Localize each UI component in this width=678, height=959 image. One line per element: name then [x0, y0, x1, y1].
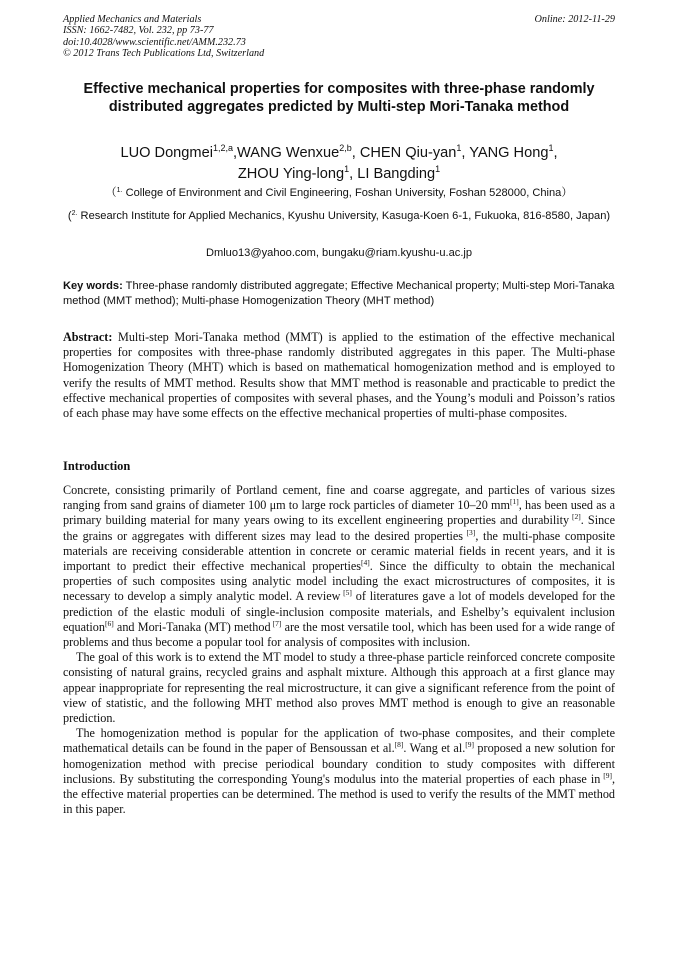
journal-name: Applied Mechanics and Materials [63, 14, 202, 25]
author-sup: 1 [344, 163, 350, 174]
affiliation-2 [63, 209, 615, 224]
citation-ref: [6] [104, 618, 114, 628]
paragraph-text: are the most versatile tool, which has been used for a wide range of problems and thus become a popular tool for analysis of composites with inclusion. [63, 619, 615, 650]
citation-ref: [9] [465, 740, 475, 750]
author-list [63, 143, 615, 184]
online-date: Online: 2012-11-29 [534, 14, 615, 25]
aff-close-paren: ） [561, 187, 573, 199]
aff-open-paren: ( [67, 210, 72, 222]
citation-ref: [3] [463, 527, 476, 537]
keywords-label: Key words: [63, 280, 123, 292]
author-sup: 2,b [339, 143, 352, 153]
author-name: , CHEN Qiu-yan [351, 145, 457, 161]
intro-paragraph-1 [63, 483, 615, 650]
aff-text: Research Institute for Applied Mechanics, Kyushu University, Kasuga-Koen 6-1, Fukuoka, 816-8580, Japan) [77, 210, 611, 222]
introduction-body [63, 483, 615, 817]
paragraph-text: . Since the grains or aggregates with different sizes may lead to the desired properties [63, 513, 616, 543]
author-sup: 1,2,a [212, 143, 233, 153]
doi-line: doi:10.4028/www.scientific.net/AMM.232.73 [63, 36, 246, 48]
author-separator: , [553, 145, 558, 161]
copyright-line: © 2012 Trans Tech Publications Ltd, Switzerland [63, 47, 265, 59]
citation-ref: [8] [394, 740, 404, 750]
author-name: , YANG Hong [461, 145, 549, 161]
paragraph-text: Concrete, consisting primarily of Portland cement, fine and coarse aggregate, and particles of various sizes ranging from sand grains of diameter 100 μm to large rock particles of diameter 10–20 mm [63, 483, 615, 513]
aff-sup: 1. [116, 187, 123, 194]
author-name: , LI Bangding [349, 165, 436, 182]
abstract-label: Abstract: [63, 330, 113, 344]
aff-text: College of Environment and Civil Engineering, Foshan University, Foshan 528000, China [122, 187, 562, 199]
citation-ref: [5] [340, 588, 352, 598]
author-sup: 1 [548, 143, 554, 153]
author-emails: Dmluo13@yahoo.com, bungaku@riam.kyushu-u.ac.jp [205, 247, 473, 259]
paragraph-text: , the effective material properties can be determined. The method is used to verify the results of the MMT method in this paper. [63, 771, 616, 817]
paragraph-text: proposed a new solution for homogenization method with precise periodical boundary condition to study composites with different inclusions. By substituting the corresponding Young's modulus into the material properties of each phase in [63, 741, 615, 786]
author-name: LUO Dongmei [120, 145, 213, 161]
aff-open-paren: （ [105, 187, 117, 199]
paragraph-text: . Since the difficulty to obtain the mechanical properties of such composites using analytic model including the exact microstructures of composites, it is necessary to develop a simply analytic model. A review [63, 559, 615, 604]
affiliation-1 [63, 186, 615, 201]
citation-ref: [1] [510, 497, 519, 507]
paragraph-text: , the multi-phase composite materials are receiving considerable attention in concrete or ceramic material fields in recent years, and it is important to predict their effective mechanical properties [63, 528, 615, 574]
intro-paragraph-3 [63, 726, 615, 817]
author-line-1 [63, 143, 615, 164]
citation-ref: [4] [361, 558, 370, 568]
aff-sup: 2. [71, 210, 78, 217]
intro-paragraph-2: The goal of this work is to extend the MT model to study a three-phase particle reinforced concrete composite consisting of natural grains, recycled grains and asphalt mixture. Although this approach at a first glance may appear inappropriate for representing the real microstructure, it can give a significant reference from the point of view of statistic, and the following MHT method also proves MMT method is enough to give an reasonable prediction. [63, 650, 615, 726]
author-name: ,WANG Wenxue [232, 145, 340, 161]
citation-ref: [2] [569, 512, 581, 522]
author-name: ZHOU Ying-long [237, 165, 345, 182]
journal-header [63, 14, 615, 59]
paragraph-text: , has been used as a primary building material for many years owing to its excellent engineering properties and durability [63, 498, 616, 528]
keywords-text: Three-phase randomly distributed aggregate; Effective Mechanical property; Multi-step Mori-Tanaka method (MMT method); Multi-phase Homogenization Theory (MHT method) [63, 280, 615, 307]
paragraph-text: . Wang et al. [403, 741, 466, 756]
paper-title: Effective mechanical properties for composites with three-phase randomly distributed aggregates predicted by Multi-step Mori-Tanaka method [83, 81, 595, 115]
abstract-text: Multi-step Mori-Tanaka method (MMT) is applied to the estimation of the effective mechanical properties for composites with three-phase randomly distributed aggregates in this paper. The Multi-phase Homogenization Theory (MHT) which is based on mathematical homogenization method and is employed to verify the results of MMT method. Results show that MMT method is reasonable and practicable to predict the effective mechanical properties of composites with several phases, and the Young’s moduli and Poisson’s ratios of each phase may have some effects on the effective mechanical properties of multi-phase composites. [63, 330, 615, 421]
citation-ref: [7] [270, 618, 282, 628]
paragraph-text: The homogenization method is popular for the application of two-phase composites, and their complete mathematical details can be found in the paper of Bensoussan et al. [63, 726, 615, 756]
section-heading-introduction: Introduction [63, 459, 131, 473]
author-sup: 1 [435, 163, 441, 174]
keywords [63, 279, 615, 308]
paragraph-text: and Mori-Tanaka (MT) method [113, 619, 271, 634]
issn-line: ISSN: 1662-7482, Vol. 232, pp 73-77 [63, 25, 214, 37]
abstract [63, 330, 615, 421]
paragraph-text: of literatures gave a lot of models developed for the prediction of the elastic moduli of single-inclusion composite materials, and Eshelby’s equivalent inclusion equation [63, 589, 616, 634]
citation-ref: [9] [600, 770, 612, 780]
author-line-2 [63, 164, 615, 185]
author-sup: 1 [456, 143, 462, 153]
